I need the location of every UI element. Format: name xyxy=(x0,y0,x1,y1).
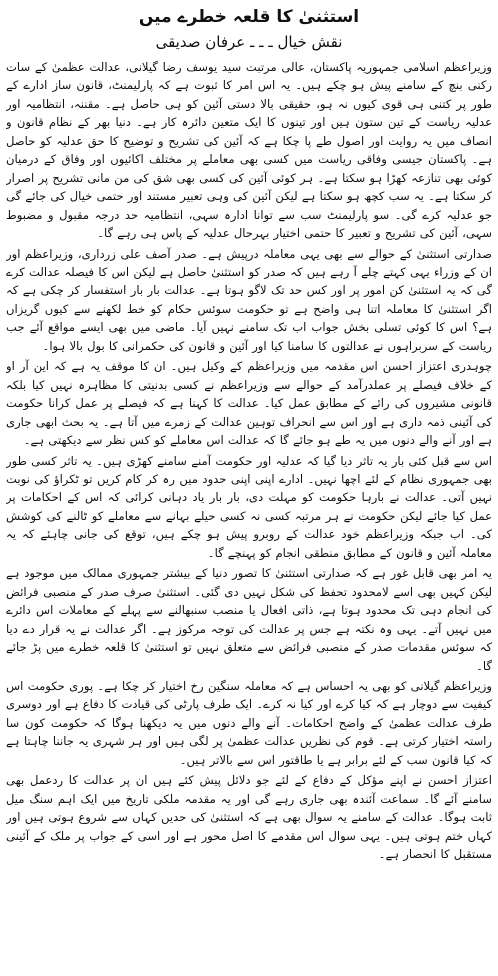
article-paragraph: وزیراعظم گیلانی کو بھی یہ احساس ہے کہ معاملہ سنگین رخ اختیار کر چکا ہے۔ پوری حکومت اس کیفیت سے دوچار ہے کہ کیا کرے اور کیا نہ کرے۔ ایک طرف پارٹی کی قیادت کا دفاع ہے اور دوسری طرف عدالت عظمیٰ کے واضح احکامات۔ آنے والے دنوں میں یہ دیکھنا ہوگا کہ حکومت کون سا راستہ اختیار کرتی ہے۔ قوم کی نظریں عدالت عظمیٰ پر لگی ہیں اور ہر شہری یہ جاننا چاہتا ہے کہ کیا قانون سب کے لئے برابر ہے یا طاقتور اس سے بالاتر ہیں۔ xyxy=(6,678,492,767)
article-paragraph: اس سے قبل کئی بار یہ تاثر دیا گیا کہ عدلیہ اور حکومت آمنے سامنے کھڑی ہیں۔ یہ تاثر کسی طور بھی جمہوری نظام کے لئے اچھا نہیں۔ ادارے اپنی اپنی حدود میں رہ کر کام کریں تو ٹکراؤ کی نوبت نہیں آتی۔ عدالت نے بارہا حکومت کو مہلت دی، بار بار یاد دہانی کرائی کہ اس کے احکامات پر عمل کیا جائے لیکن حکومت نے ہر مرتبہ کسی نہ کسی حیلے بہانے سے معاملے کو ٹالنے کی کوشش کی۔ اب جبکہ وزیراعظم خود عدالت کے روبرو پیش ہو چکے ہیں، توقع کی جانی چاہئے کہ یہ معاملہ آئین و قانون کے مطابق منطقی انجام کو پہنچے گا۔ xyxy=(6,453,492,560)
article-paragraph: صدارتی استثنیٰ کے حوالے سے بھی یہی معاملہ درپیش ہے۔ صدر آصف علی زرداری، وزیراعظم اور ان کے وزراء یہی کہتے چلے آ رہے ہیں کہ صدر کو استثنیٰ حاصل ہے لیکن اس کا فیصلہ عدالت کرے گی کہ یہ استثنیٰ کن امور پر اور کس حد تک لاگو ہوتا ہے۔ عدالت بار بار استفسار کر چکی ہے کہ اگر استثنیٰ کا معاملہ اتنا ہی واضح ہے تو حکومت سوئس حکام کو خط لکھنے سے کیوں گریزاں ہے؟ اس کا کوئی تسلی بخش جواب اب تک سامنے نہیں آیا۔ ماضی میں بھی ایسے مواقع آئے جب ریاست کے سربراہوں نے عدالتوں کا سامنا کیا اور آئین و قانون کی حکمرانی کا بول بالا ہوا۔ xyxy=(6,246,492,353)
article-paragraph: اعتزاز احسن نے اپنے مؤکل کے دفاع کے لئے جو دلائل پیش کئے ہیں ان پر عدالت کا ردعمل بھی سامنے آئے گا۔ سماعت آئندہ بھی جاری رہے گی اور یہ مقدمہ ملکی تاریخ میں ایک اہم سنگ میل ثابت ہوگا۔ عدالت کے سامنے یہ سوال بھی ہے کہ استثنیٰ کی حدیں کہاں سے شروع ہوتی ہیں اور کہاں ختم ہوتی ہیں۔ یہی سوال اس مقدمے کا اصل محور ہے اور اسی کے جواب پر ملک کے آئینی مستقبل کا انحصار ہے۔ xyxy=(6,773,492,862)
article-paragraph: وزیراعظم اسلامی جمہوریہ پاکستان، عالی مرتبت سید یوسف رضا گیلانی، عدالت عظمیٰ کے سات رکنی بنچ کے سامنے پیش ہو چکے ہیں۔ یہ اس امر کا ثبوت ہے کہ پارلیمنٹ، قانون ساز ادارے کے طور پر کتنی ہی قوی کیوں نہ ہو، حقیقی بالا دستی آئین کو ہی حاصل ہے۔ مقننہ، انتظامیہ اور عدلیہ ریاست کے تین ستون ہیں اور تینوں کا ایک متعین دائرہ کار ہے۔ دنیا بھر کے نظام قانون و انصاف میں یہ روایت اور اصول طے پا چکا ہے کہ آئین کی تشریح و توضیح کا حق عدلیہ کو حاصل ہے۔ پاکستان جیسی وفاقی ریاست میں کسی بھی معاملے پر مختلف اکائیوں اور وفاق کے درمیان کوئی بھی تنازعہ کھڑا ہو سکتا ہے۔ ہر کوئی آئین کی کسی بھی شق کی من مانی تشریح پر اصرار کر سکتا ہے۔ یہ سب کچھ ہو سکتا ہے لیکن آئین کی وہی تعبیر مستند اور حتمی خیال کی جائے گی جو عدلیہ کرے گی۔ سو پارلیمنٹ سب سے توانا ادارہ سہی، انتظامیہ حد درجہ مقبول و مضبوط سہی، آئین کی تشریح و تعبیر کا حتمی اختیار بہرحال عدلیہ کے پاس ہی رہے گا۔ xyxy=(6,60,492,241)
article-column xyxy=(6,4,492,972)
article-paragraph: یہ امر بھی قابل غور ہے کہ صدارتی استثنیٰ کا تصور دنیا کے بیشتر جمہوری ممالک میں موجود ہے لیکن کہیں بھی اسے لامحدود تحفظ کی شکل نہیں دی گئی۔ استثنیٰ صرف صدر کے منصبی فرائض کی انجام دہی تک محدود ہوتا ہے، ذاتی افعال یا منصب سنبھالنے سے پہلے کے معاملات اس دائرے میں نہیں آتے۔ یہی وہ نکتہ ہے جس پر عدالت کی توجہ مرکوز ہے۔ اگر عدالت نے یہ قرار دے دیا کہ سوئس مقدمات صدر کے منصبی فرائض سے متعلق نہیں تو استثنیٰ کا قلعہ خطرے میں پڑ جائے گا۔ xyxy=(6,566,492,673)
article-paragraph: چوہدری اعتزاز احسن اس مقدمہ میں وزیراعظم کے وکیل ہیں۔ ان کا موقف یہ ہے کہ این آر او کے خلاف فیصلے پر عملدرآمد کے حوالے سے وزیراعظم نے کسی بدنیتی کا مظاہرہ نہیں کیا بلکہ قانونی مشیروں کی رائے کے مطابق عمل کیا۔ عدالت کا کہنا ہے کہ فیصلے پر عمل کرانا حکومت کی آئینی ذمہ داری ہے اور اس سے انحراف توہین عدالت کے زمرے میں آتا ہے۔ یہ بحث ابھی جاری ہے اور آنے والے دنوں میں یہ طے ہو جائے گا کہ عدالت اس معاملے کو کس نظر سے دیکھتی ہے۔ xyxy=(6,359,492,448)
article-byline: نقش خیال ـ ـ ـ عرفان صدیقی xyxy=(155,33,343,51)
article-headline: استثنیٰ کا قلعہ خطرے میں xyxy=(138,7,360,27)
